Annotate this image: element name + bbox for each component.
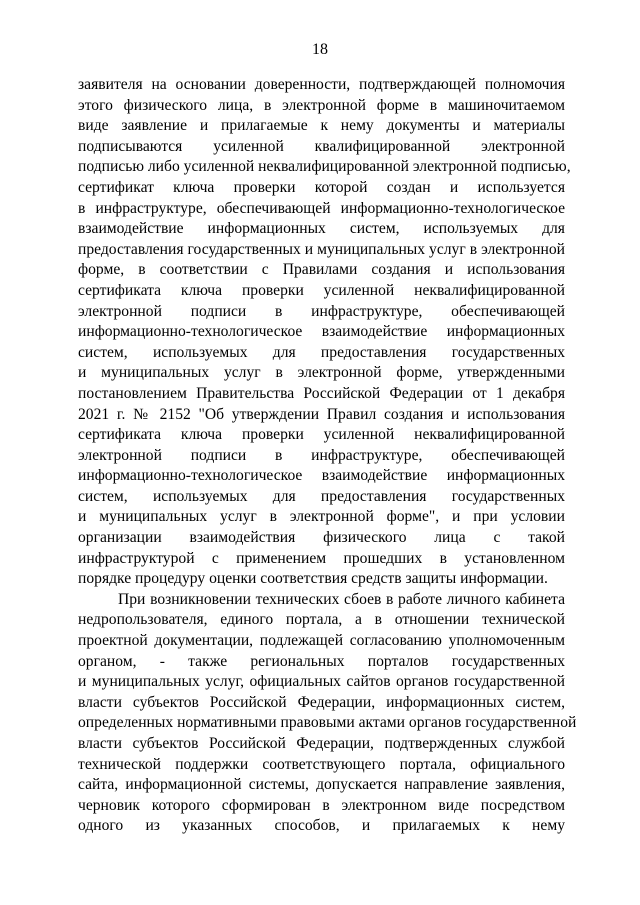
text-line: черновик которого сформирован в электронном виде посредством <box>78 796 565 814</box>
text-line: сертификата ключа проверки усиленной неквалифицированной <box>78 426 565 444</box>
text-line: сайта, информационной системы, допускается направление заявления, <box>78 776 565 794</box>
text-line: технической поддержки соответствующего портала, официального <box>78 755 565 773</box>
text-line: этого физического лица, в электронной форме в машиночитаемом <box>78 96 565 114</box>
text-line: постановлением Правительства Российской Федерации от 1 декабря <box>78 384 565 402</box>
text-line: порядке процедуру оценки соответствия средств защиты информации. <box>78 570 548 588</box>
text-line: предоставления государственных и муниципальных услуг в электронной <box>78 240 565 258</box>
text-line: электронной подписи в инфраструктуре, обеспечивающей <box>78 446 565 464</box>
text-line: организации взаимодействия физического лица с такой <box>78 529 565 547</box>
text-line: сертификата ключа проверки усиленной неквалифицированной <box>78 281 565 299</box>
text-line: заявителя на основании доверенности, подтверждающей полномочия <box>78 76 565 93</box>
text-line: При возникновении технических сбоев в работе личного кабинета <box>118 590 565 608</box>
text-line: власти субъектов Российской Федерации, информационных систем, <box>78 693 565 711</box>
text-line: и муниципальных услуг в электронной форме, утвержденными <box>78 364 565 382</box>
text-line: информационно-технологическое взаимодействие информационных <box>78 467 565 485</box>
text-line: форме, в соответствии с Правилами создания и использования <box>78 261 565 279</box>
text-line: подписываются усиленной квалифицированной электронной <box>78 137 565 155</box>
text-line: и муниципальных услуг, официальных сайтов органов государственной <box>78 673 565 691</box>
paragraph-2 <box>78 590 577 837</box>
text-line: подписью либо усиленной неквалифицированной электронной подписью, <box>78 158 571 176</box>
paragraph-1 <box>78 75 571 590</box>
text-line: проектной документации, подлежащей согласованию уполномоченным <box>78 632 565 650</box>
text-line: электронной подписи в инфраструктуре, обеспечивающей <box>78 302 565 320</box>
text-line: сертификат ключа проверки которой создан и используется <box>78 178 565 196</box>
text-line: власти субъектов Российской Федерации, подтвержденных службой <box>78 735 565 752</box>
text-line: систем, используемых для предоставления государственных <box>78 343 565 361</box>
text-line: взаимодействие информационных систем, используемых для <box>78 220 565 238</box>
text-line: 2021 г. № 2152 "Об утверждении Правил создания и использования <box>78 405 565 423</box>
page-number: 18 <box>312 41 328 58</box>
text-line: систем, используемых для предоставления государственных <box>78 487 565 505</box>
document-body <box>78 75 577 837</box>
text-line: виде заявление и прилагаемые к нему документы и материалы <box>78 117 565 135</box>
text-line: инфраструктурой с применением прошедших в установленном <box>78 549 565 567</box>
text-line: одного из указанных способов, и прилагаемых к нему <box>78 817 565 835</box>
text-line: определенных нормативными правовыми актами органов государственной <box>78 714 577 732</box>
text-line: информационно-технологическое взаимодействие информационных <box>78 323 565 341</box>
text-line: и муниципальных услуг в электронной форме", и при условии <box>78 508 565 526</box>
text-line: в инфраструктуре, обеспечивающей информационно-технологическое <box>78 199 565 217</box>
text-line: органом, - также региональных порталов государственных <box>78 652 565 670</box>
text-line: недропользователя, единого портала, а в отношении технической <box>78 611 565 629</box>
